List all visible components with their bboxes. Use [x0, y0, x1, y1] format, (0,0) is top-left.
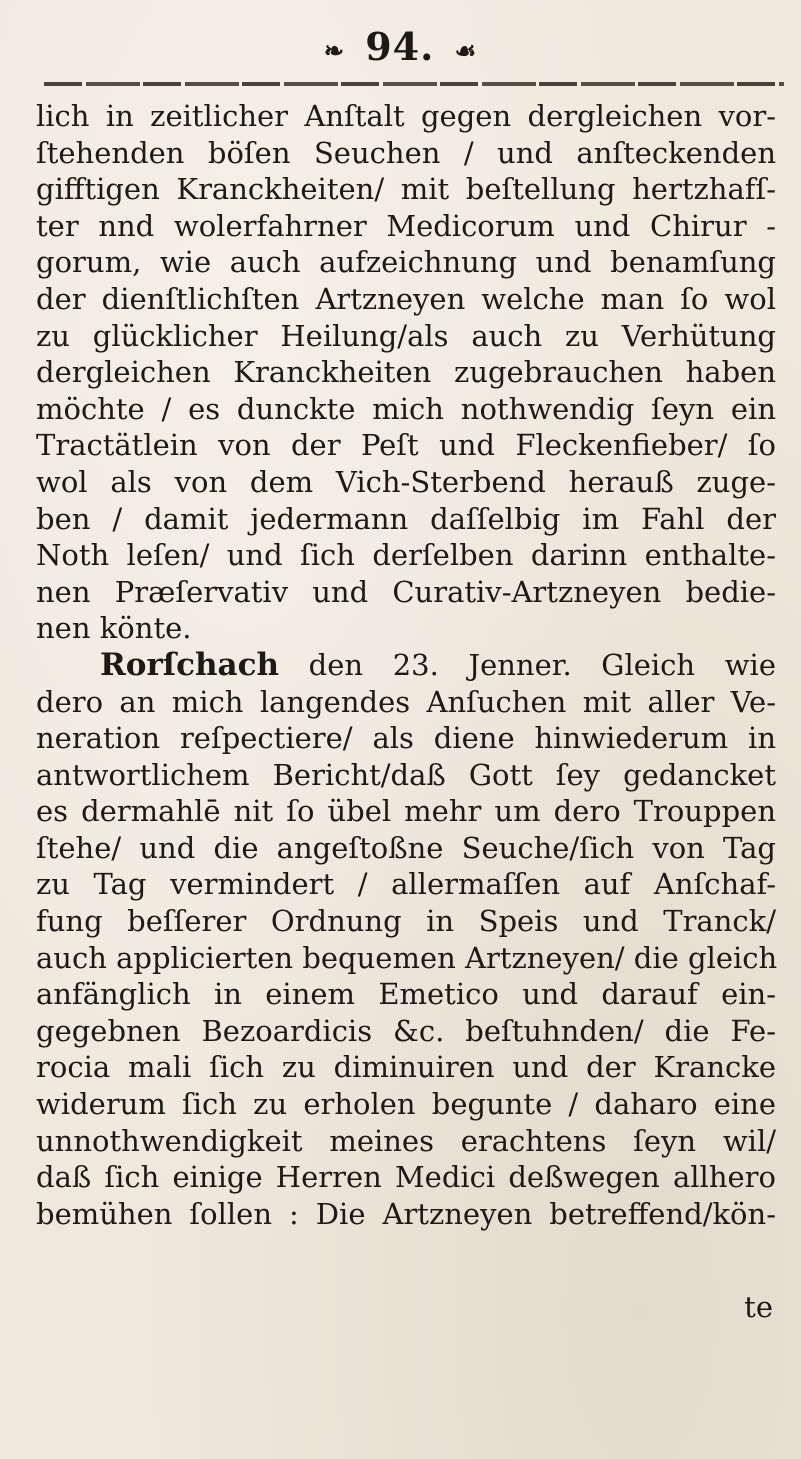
text-line: ſtehenden böſen Seuchen / und anſteckenden — [36, 135, 776, 170]
text-line: auch applicierten bequemen Artzneyen/ die gleich — [36, 940, 778, 975]
text-line: ſtehe/ und die angeſtoßne Seuche/ſich von Tag — [36, 830, 776, 865]
ornament-left-icon: ❧ — [323, 35, 345, 65]
text-line: antwortlichem Bericht/daß Gott ſey gedancket — [36, 757, 776, 792]
paragraph-opening-line — [36, 647, 776, 684]
text-line: der dienſtlichſten Artzneyen welche man ſo wol — [36, 281, 776, 316]
text-line: ben / damit jedermann daſſelbig im Fahl der — [36, 501, 776, 536]
text-line: neration reſpectiere/ als diene hinwiederum in — [36, 721, 776, 756]
text-line: unnothwendigkeit meines erachtens ſeyn wil/ — [36, 1123, 776, 1158]
page-header — [0, 24, 801, 69]
text-line: dero an mich langendes Anſuchen mit aller Ve- — [36, 684, 776, 719]
text-line: gegebnen Bezoardicis &c. beſtuhnden/ die Fe- — [36, 1013, 776, 1048]
text-line: Noth leſen/ und ſich derſelben darinn enthalte- — [36, 538, 776, 573]
text-line: wol als von dem Vich-Sterbend herauß zuge- — [36, 464, 776, 499]
text-line: es dermahlē nit ſo übel mehr um dero Trouppen — [36, 794, 776, 829]
body-text — [36, 98, 776, 1232]
header-rule — [44, 82, 784, 86]
page-number: 94. — [365, 24, 435, 69]
text-line: lich in zeitlicher Anſtalt gegen dergleichen vor- — [36, 99, 776, 133]
text-line: nen Præſervativ und Curativ-Artzneyen bedie- — [36, 574, 776, 609]
opening-line-rest: den 23. Jenner. Gleich wie — [308, 647, 776, 682]
text-line: zu glücklicher Heilung/als auch zu Verhütung — [36, 318, 776, 353]
text-line: gorum, wie auch aufzeichnung und benamſung — [36, 245, 776, 280]
text-line: bemühen ſollen : Die Artzneyen betreffend/kön- — [36, 1196, 776, 1231]
ornament-right-icon: ☙ — [454, 35, 478, 65]
text-line: ter nnd wolerfahrner Medicorum und Chirur - — [36, 208, 776, 243]
text-line: daß ſich einige Herren Medici deßwegen allhero — [36, 1160, 776, 1195]
text-line: dergleichen Kranckheiten zugebrauchen haben — [36, 355, 776, 390]
text-line: anfänglich in einem Emetico und darauf ein- — [36, 977, 776, 1012]
text-line: zu Tag vermindert / allermaſſen auf Anſchaf- — [36, 867, 776, 902]
place-name: Rorſchach — [100, 646, 280, 683]
text-line: fung beſſerer Ordnung in Speis und Tranck/ — [36, 904, 776, 939]
text-line: Tractätlein von der Peſt und Fleckenfieber/ ſo — [36, 428, 776, 463]
text-line: rocia mali ſich zu diminuiren und der Krancke — [36, 1050, 776, 1085]
text-line: gifftigen Kranckheiten/ mit beſtellung hertzhafſ- — [36, 172, 776, 207]
text-line: möchte / es dunckte mich nothwendig ſeyn ein — [36, 391, 776, 426]
catchword: te — [744, 1290, 773, 1324]
text-line: nen könte. — [36, 611, 192, 646]
text-line: widerum ſich zu erholen begunte / daharo eine — [36, 1087, 776, 1122]
